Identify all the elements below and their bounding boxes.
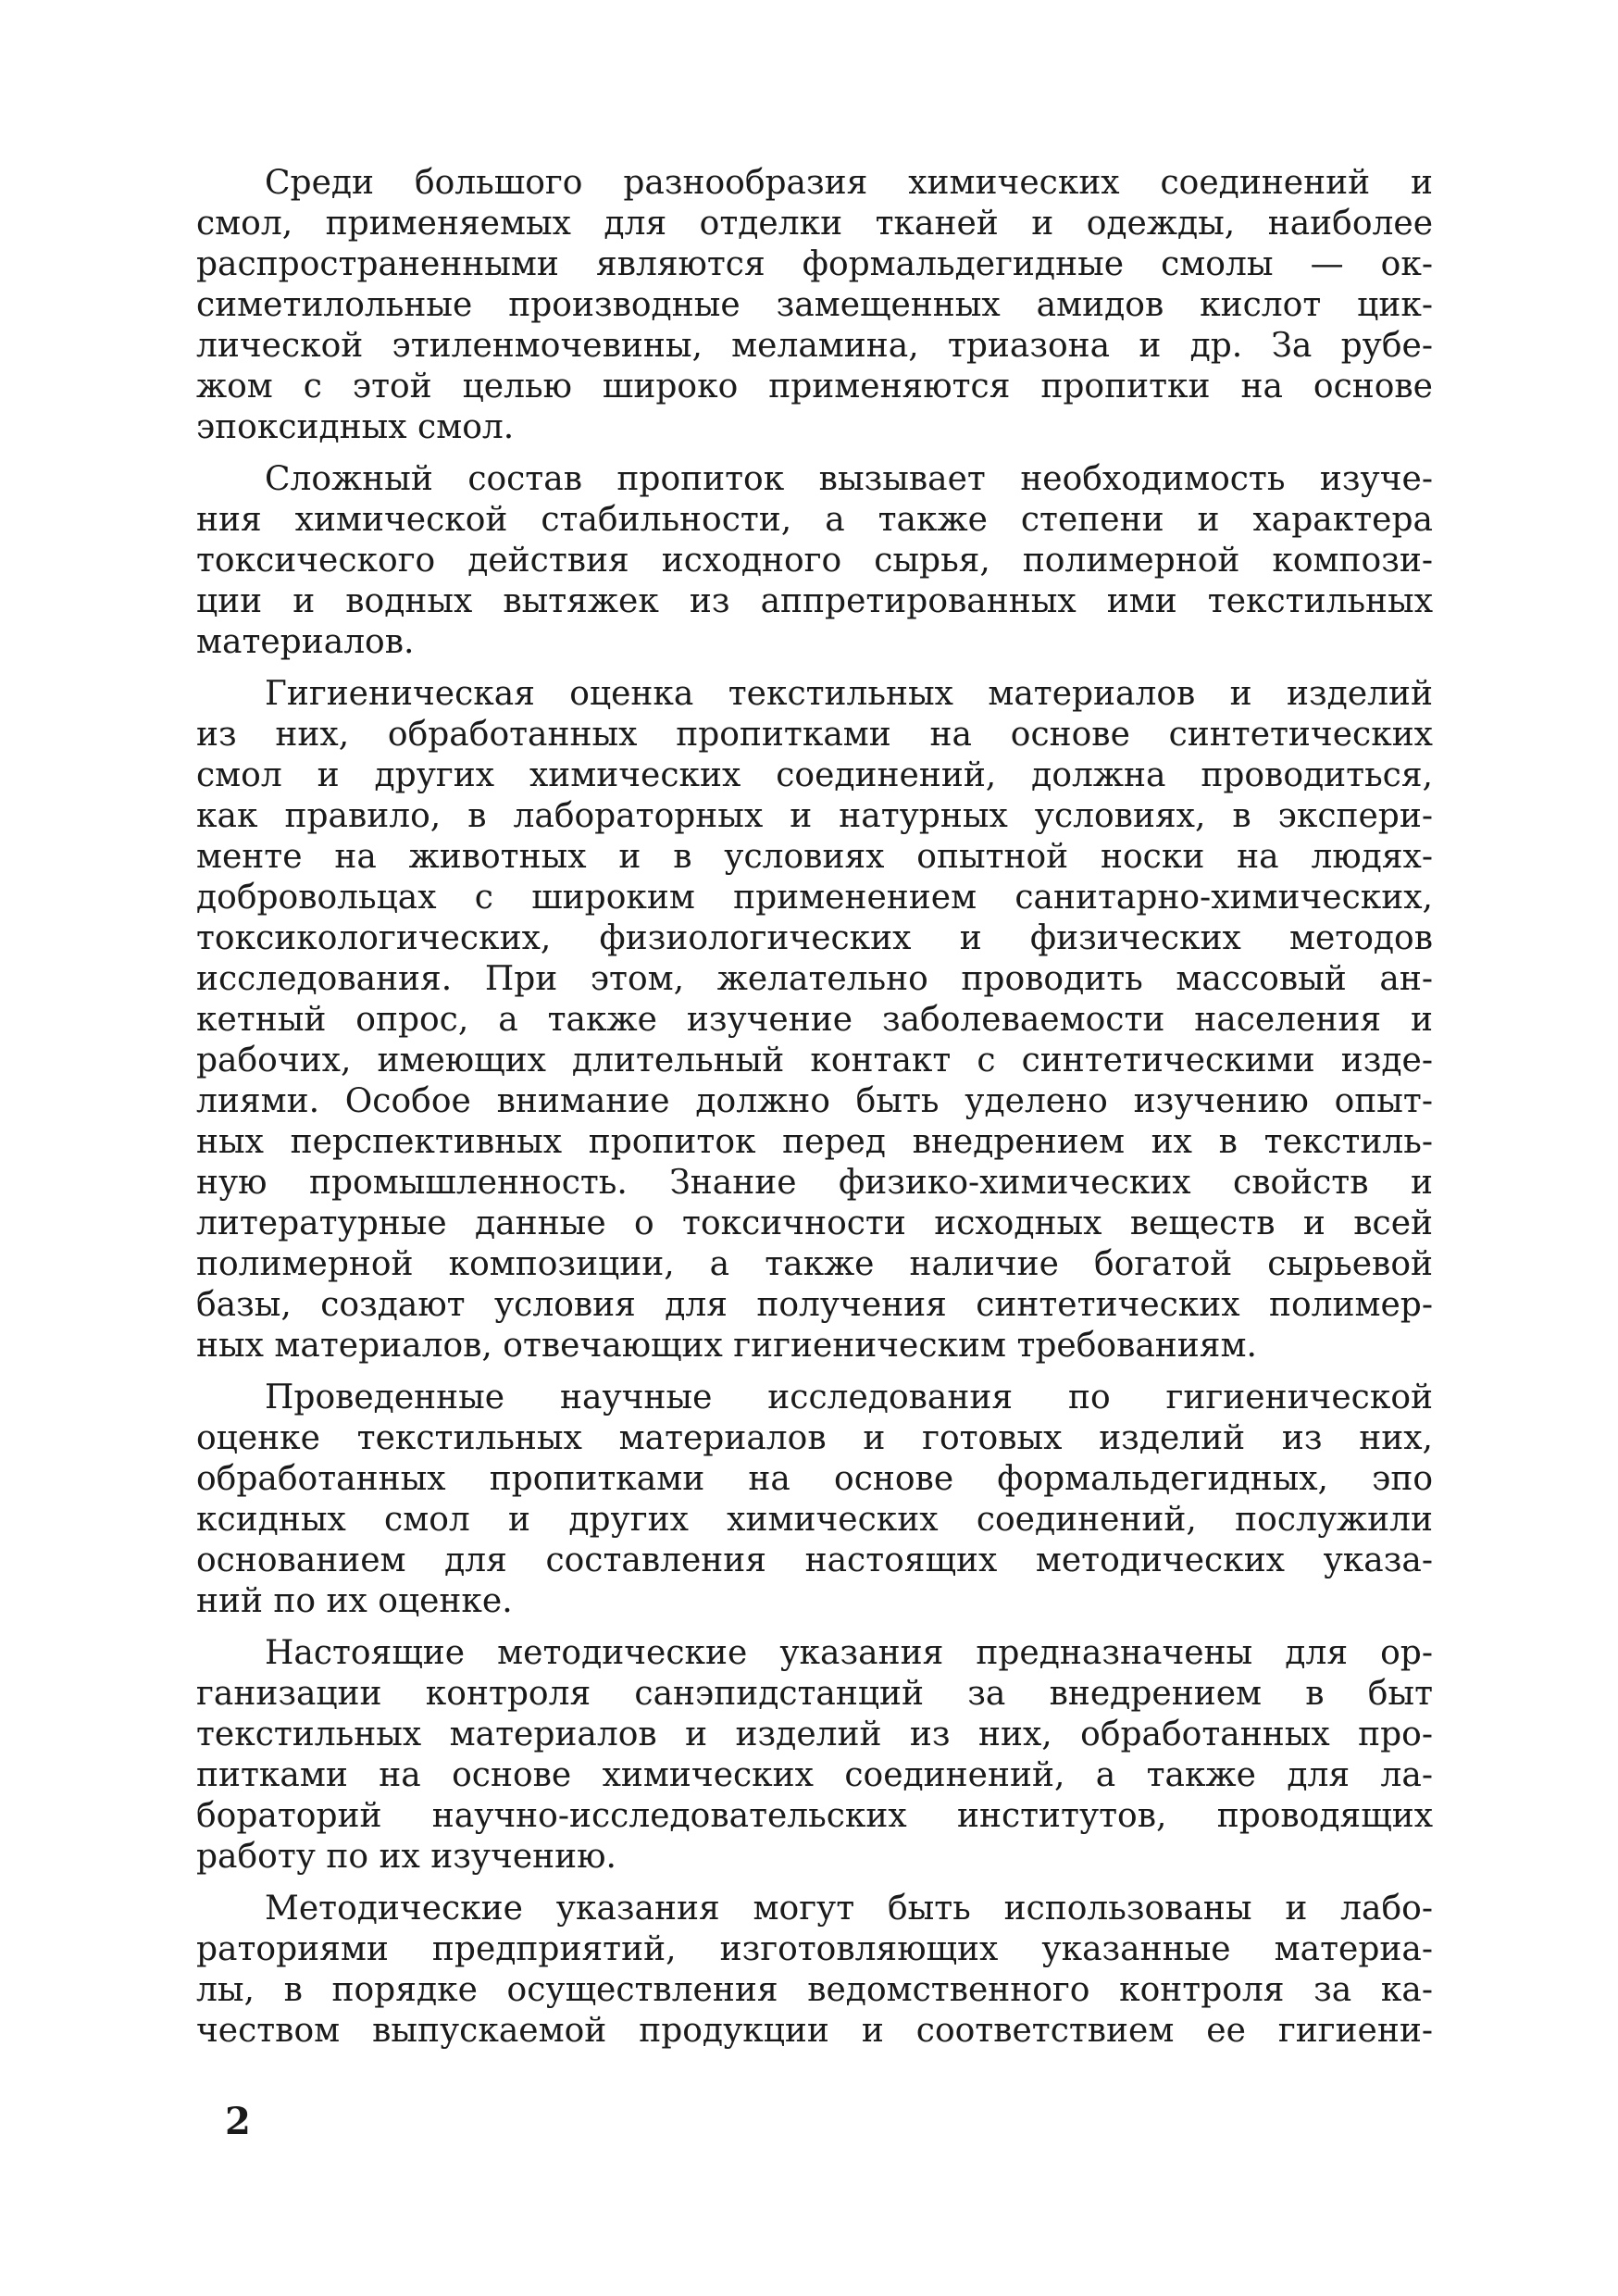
body-text	[196, 163, 1433, 2052]
paragraph	[196, 1633, 1433, 1878]
text-line: базы, создают условия для получения синтетических полимер-	[196, 1286, 1433, 1324]
text-line: исследования. При этом, желательно проводить массовый ан-	[196, 960, 1433, 998]
text-line: оценке текстильных материалов и готовых изделий из них,	[196, 1419, 1433, 1457]
paragraph	[196, 1889, 1433, 2052]
text-line: ния химической стабильности, а также степени и характера	[196, 501, 1433, 539]
text-line: чеством выпускаемой продукции и соответствием ее гигиени-	[196, 2012, 1433, 2050]
text-line: токсического действия исходного сырья, полимерной компози-	[196, 542, 1433, 580]
text-line: ганизации контроля санэпидстанций за внедрением в быт	[196, 1675, 1433, 1713]
text-line: ции и водных вытяжек из аппретированных ими текстильных	[196, 582, 1433, 620]
text-line: литературные данные о токсичности исходных веществ и всей	[196, 1204, 1433, 1242]
text-line: лической этиленмочевины, меламина, триазона и др. За рубе-	[196, 327, 1433, 365]
text-line: бораторий научно-исследовательских институтов, проводящих	[196, 1797, 1433, 1835]
text-line: Настоящие методические указания предназначены для ор-	[265, 1634, 1433, 1672]
text-line: работу по их изучению.	[196, 1838, 616, 1876]
text-line: Среди большого разнообразия химических соединений и	[265, 164, 1433, 202]
paragraph	[196, 459, 1433, 663]
text-line: лы, в порядке осуществления ведомственного контроля за ка-	[196, 1971, 1433, 2009]
text-line: полимерной композиции, а также наличие богатой сырьевой	[196, 1245, 1433, 1283]
text-line: Гигиеническая оценка текстильных материалов и изделий	[265, 675, 1433, 713]
page-number: 2	[225, 2100, 251, 2143]
text-line: Проведенные научные исследования по гигиенической	[265, 1379, 1433, 1416]
text-line: лиями. Особое внимание должно быть уделено изучению опыт-	[196, 1082, 1433, 1120]
text-line: эпоксидных смол.	[196, 408, 515, 446]
text-line: смол и других химических соединений, должна проводиться,	[196, 756, 1433, 794]
text-line: токсикологических, физиологических и физических методов	[196, 919, 1433, 957]
text-line: добровольцах с широким применением санитарно-химических,	[196, 879, 1433, 917]
paragraph	[196, 674, 1433, 1366]
text-line: ний по их оценке.	[196, 1582, 513, 1620]
text-line: симетилольные производные замещенных амидов кислот цик-	[196, 286, 1433, 324]
text-line: раториями предприятий, изготовляющих указанные материа-	[196, 1930, 1433, 1968]
text-line: менте на животных и в условиях опытной носки на людях-	[196, 838, 1433, 876]
text-line: основанием для составления настоящих методических указа-	[196, 1541, 1433, 1579]
text-line: как правило, в лабораторных и натурных условиях, в экспери-	[196, 797, 1433, 835]
text-line: текстильных материалов и изделий из них, обработанных про-	[196, 1716, 1433, 1753]
text-line: обработанных пропитками на основе формальдегидных, эпо	[196, 1460, 1433, 1498]
text-line: Сложный состав пропиток вызывает необходимость изуче-	[265, 460, 1433, 498]
text-line: жом с этой целью широко применяются пропитки на основе	[196, 368, 1433, 406]
text-line: питками на основе химических соединений, а также для ла-	[196, 1756, 1433, 1794]
text-line: Методические указания могут быть использованы и лабо-	[265, 1890, 1433, 1928]
paragraph	[196, 163, 1433, 448]
text-line: рабочих, имеющих длительный контакт с синтетическими изде-	[196, 1042, 1433, 1079]
text-line: ксидных смол и других химических соединений, послужили	[196, 1501, 1433, 1539]
text-line: из них, обработанных пропитками на основе синтетических	[196, 716, 1433, 754]
text-line: материалов.	[196, 623, 415, 661]
text-line: ных материалов, отвечающих гигиеническим требованиям.	[196, 1327, 1257, 1365]
paragraph	[196, 1378, 1433, 1622]
text-line: распространенными являются формальдегидные смолы — ок-	[196, 245, 1433, 283]
text-line: смол, применяемых для отделки тканей и одежды, наиболее	[196, 205, 1433, 243]
text-line: ных перспективных пропиток перед внедрением их в текстиль-	[196, 1123, 1433, 1161]
text-line: ную промышленность. Знание физико-химических свойств и	[196, 1164, 1433, 1202]
text-line: кетный опрос, а также изучение заболеваемости населения и	[196, 1001, 1433, 1039]
